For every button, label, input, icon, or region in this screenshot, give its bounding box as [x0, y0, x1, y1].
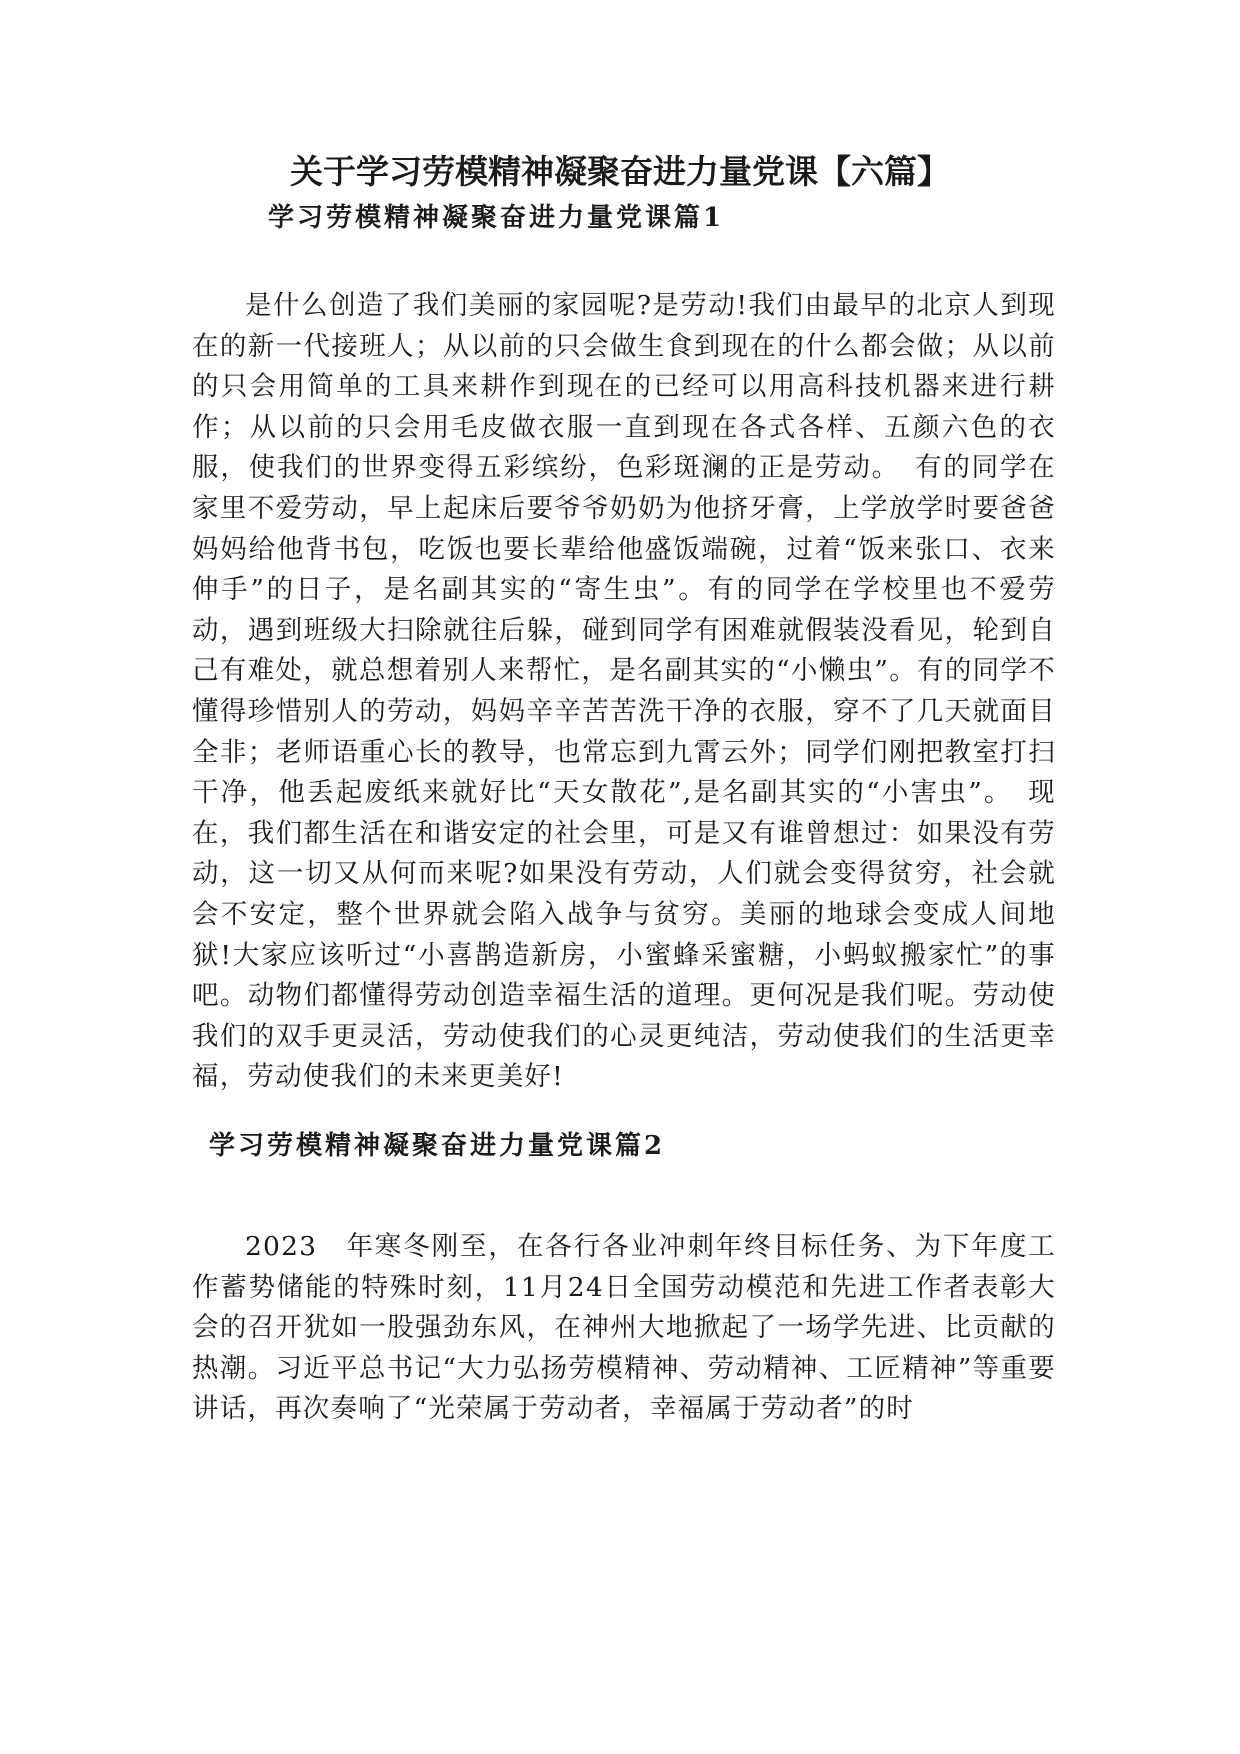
- section-body-1: 是什么创造了我们美丽的家园呢?是劳动!我们由最早的北京人到现在的新一代接班人；从以前的只会做生食到现在的什么都会做；从以前的只会用简单的工具来耕作到现在的已经可以用高科技机器来进行耕作；从以前的只会用毛皮做衣服一直到现在各式各样、五颜六色的衣服，使我们的世界变得五彩缤纷，色彩斑澜的正是劳动。 有的同学在家里不爱劳动，早上起床后要爷爷奶奶为他挤牙膏，上学放学时要爸爸妈妈给他背书包，吃饭也要长辈给他盛饭端碗，过着“饭来张口、衣来伸手”的日子，是名副其实的“寄生虫”。有的同学在学校里也不爱劳动，遇到班级大扫除就往后躲，碰到同学有困难就假装没看见，轮到自己有难处，就总想着别人来帮忙，是名副其实的“小懒虫”。有的同学不懂得珍惜别人的劳动，妈妈辛辛苦苦洗干净的衣服，穿不了几天就面目全非；老师语重心长的教导，也常忘到九霄云外；同学们刚把教室打扫干净，他丢起废纸来就好比“天女散花”,是名副其实的“小害虫”。 现在，我们都生活在和谐安定的社会里，可是又有谁曾想过：如果没有劳动，这一切又从何而来呢?如果没有劳动，人们就会变得贫穷，社会就会不安定，整个世界就会陷入战争与贫穷。美丽的地球会变成人间地狱!大家应该听过“小喜鹊造新房，小蜜蜂采蜜糖，小蚂蚁搬家忙”的事吧。动物们都懂得劳动创造幸福生活的道理。更何况是我们呢。劳动使我们的双手更灵活，劳动使我们的心灵更纯洁，劳动使我们的生活更幸福，劳动使我们的未来更美好!: [192, 290, 1056, 1093]
- document-title: 关于学习劳模精神凝聚奋进力量党课【六篇】: [290, 152, 950, 191]
- section-heading-1: 学习劳模精神凝聚奋进力量党课篇1: [268, 203, 725, 233]
- section-heading-2: 学习劳模精神凝聚奋进力量党课篇2: [209, 1131, 666, 1161]
- section-body-2: 2023 年寒冬刚至，在各行各业冲刺年终目标任务、为下年度工作蓄势储能的特殊时刻，11月24日全国劳动模范和先进工作者表彰大会的召开犹如一股强劲东风，在神州大地掀起了一场学先进、比贡献的热潮。习近平总书记“大力弘扬劳模精神、劳动精神、工匠精神”等重要讲话，再次奏响了“光荣属于劳动者，幸福属于劳动者”的时: [192, 1231, 1056, 1425]
